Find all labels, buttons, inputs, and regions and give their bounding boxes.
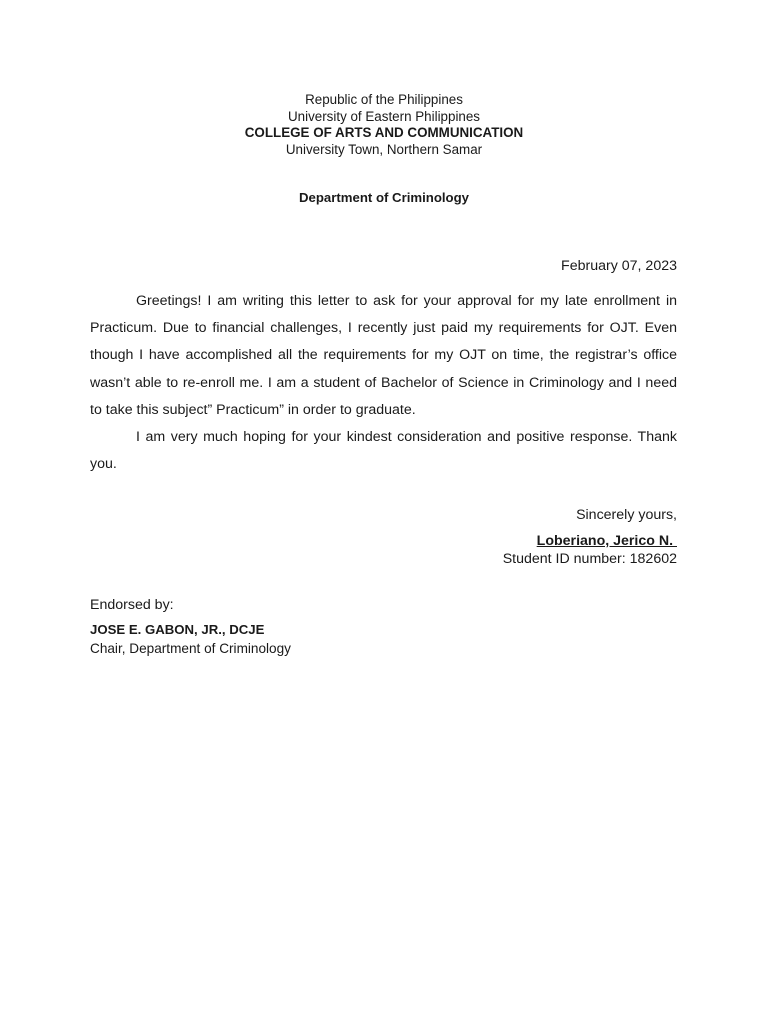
closing-salutation: Sincerely yours, bbox=[576, 507, 677, 523]
letter-date: February 07, 2023 bbox=[561, 258, 677, 274]
department-heading: Department of Criminology bbox=[299, 190, 469, 205]
endorser-name: JOSE E. GABON, JR., DCJE bbox=[90, 622, 265, 637]
signer-student-id: Student ID number: 182602 bbox=[502, 551, 677, 567]
letterhead-country: Republic of the Philippines bbox=[305, 92, 463, 107]
body-paragraph-1: Greetings! I am writing this letter to ask for your approval for my late enrollment in Practicum. Due to financial challenges, I recently just paid my requirements for OJT. Even though I have accomplished all the requirements for my OJT on time, the registrar’s office wasn’t able to re-enroll me. I am a student of Bachelor of Science in Criminology and I need to take this subject” Practicum” in order to graduate. bbox=[90, 293, 677, 418]
letterhead bbox=[0, 92, 768, 158]
letterhead-address: University Town, Northern Samar bbox=[285, 141, 483, 157]
endorser-title: Chair, Department of Criminology bbox=[90, 641, 291, 656]
signer-name: Loberiano, Jerico N. bbox=[536, 533, 677, 549]
letterhead-college: COLLEGE OF ARTS AND COMMUNICATION bbox=[244, 125, 524, 141]
endorsed-by-label: Endorsed by: bbox=[90, 597, 174, 613]
letter-body bbox=[90, 288, 677, 478]
letterhead-university: University of Eastern Philippines bbox=[287, 108, 481, 124]
body-paragraph-2: I am very much hoping for your kindest consideration and positive response. Thank you. bbox=[90, 429, 677, 473]
